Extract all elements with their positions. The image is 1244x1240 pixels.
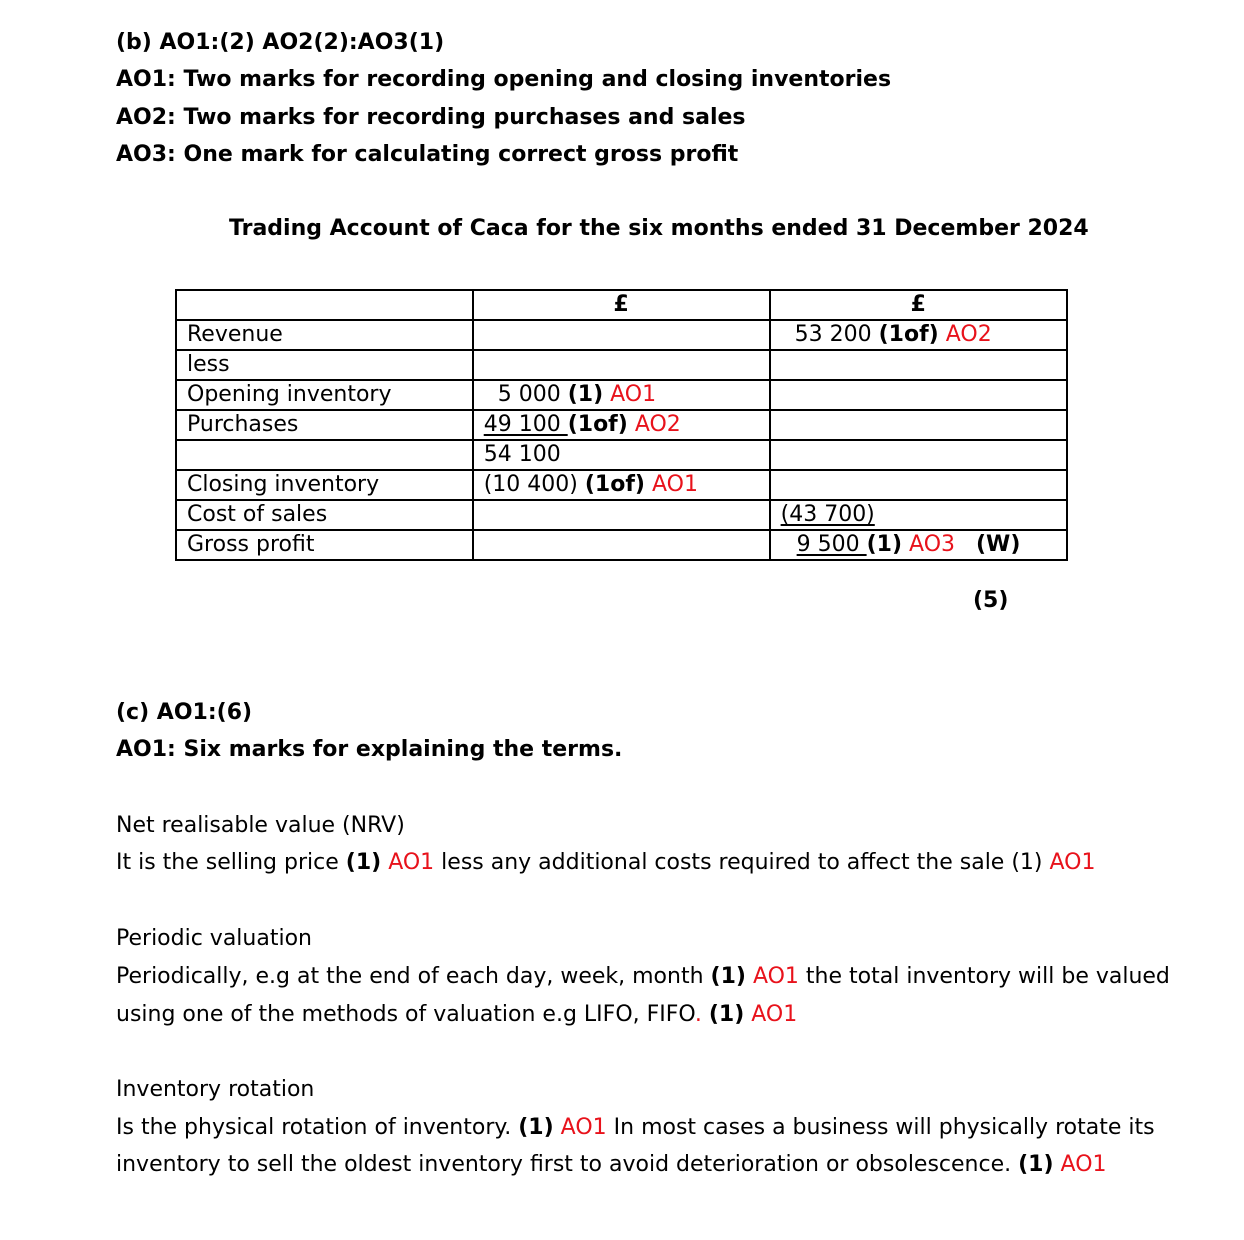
- nrv-mark-1: (1): [345, 850, 382, 875]
- periodic-term: Periodic valuation: [116, 926, 312, 951]
- closing-cell: [473, 470, 770, 500]
- nrv-definition: [116, 850, 1095, 875]
- revenue-value: 53 200: [794, 322, 872, 347]
- currency-header: £: [473, 290, 770, 320]
- rotation-ao-2: AO1: [1060, 1152, 1107, 1177]
- gross-cell: [770, 530, 1067, 560]
- rotation-text-3: inventory to sell the oldest inventory first to avoid deterioration or obsolescence.: [116, 1152, 1019, 1177]
- purchases-ao: AO2: [634, 412, 681, 437]
- table-row: [176, 380, 1067, 410]
- part-b-ao3: AO3: One mark for calculating correct gross profit: [116, 142, 739, 167]
- periodic-dot: .: [694, 1002, 702, 1027]
- nrv-text-1: It is the selling price: [116, 850, 346, 875]
- part-c-ao1: AO1: Six marks for explaining the terms.: [116, 737, 623, 762]
- rotation-text-2: In most cases a business will physically rotate its: [606, 1115, 1155, 1140]
- table-row: [176, 470, 1067, 500]
- table-row: [176, 440, 1067, 470]
- part-c-heading: (c) AO1:(6): [116, 700, 253, 725]
- rotation-line-1: [116, 1115, 1155, 1140]
- cost-value: (43 700): [780, 502, 875, 527]
- opening-label: Opening inventory: [176, 380, 473, 410]
- periodic-text-1: Periodically, e.g at the end of each day, week, month: [116, 964, 711, 989]
- nrv-term: Net realisable value (NRV): [116, 813, 405, 838]
- periodic-line-2: [116, 1002, 797, 1027]
- nrv-text-2: less any additional costs required to affect the sale (1): [434, 850, 1050, 875]
- table-row: [176, 320, 1067, 350]
- rotation-text-1: Is the physical rotation of inventory.: [116, 1115, 519, 1140]
- periodic-text-3: using one of the methods of valuation e.g LIFO, FIFO: [116, 1002, 695, 1027]
- rotation-mark-2: (1): [1018, 1152, 1054, 1177]
- purchases-label: Purchases: [176, 410, 473, 440]
- gross-value: 9 500: [796, 532, 867, 557]
- closing-label: Closing inventory: [176, 470, 473, 500]
- gross-working: (W): [976, 532, 1021, 557]
- periodic-ao-2: AO1: [751, 1002, 798, 1027]
- table-row: [176, 500, 1067, 530]
- closing-ao: AO1: [651, 472, 698, 497]
- opening-mark: (1): [567, 382, 604, 407]
- gross-mark: (1): [866, 532, 903, 557]
- less-label: less: [176, 350, 473, 380]
- revenue-cell: [770, 320, 1067, 350]
- total-marks: (5): [973, 588, 1009, 613]
- table-row: [176, 410, 1067, 440]
- nrv-ao-1: AO1: [388, 850, 435, 875]
- nrv-ao-2: AO1: [1049, 850, 1096, 875]
- closing-value: (10 400): [483, 472, 578, 497]
- periodic-text-2: the total inventory will be valued: [798, 964, 1170, 989]
- rotation-term: Inventory rotation: [116, 1077, 315, 1102]
- periodic-ao-1: AO1: [752, 964, 799, 989]
- trading-account-title: Trading Account of Caca for the six months ended 31 December 2024: [229, 216, 1089, 241]
- rotation-line-2: [116, 1152, 1107, 1177]
- cost-label: Cost of sales: [176, 500, 473, 530]
- rotation-mark-1: (1): [518, 1115, 554, 1140]
- periodic-mark-2: (1): [708, 1002, 745, 1027]
- purchases-value: 49 100: [483, 412, 568, 437]
- revenue-mark: (1of): [878, 322, 939, 347]
- closing-mark: (1of): [584, 472, 645, 497]
- purchases-mark: (1of): [567, 412, 628, 437]
- table-row: [176, 530, 1067, 560]
- part-b-heading: (b) AO1:(2) AO2(2):AO3(1): [116, 30, 445, 55]
- part-b-ao2: AO2: Two marks for recording purchases and sales: [116, 105, 746, 130]
- rotation-ao-1: AO1: [560, 1115, 607, 1140]
- opening-value: 5 000: [497, 382, 561, 407]
- gross-label: Gross profit: [176, 530, 473, 560]
- gross-ao: AO3: [909, 532, 956, 557]
- opening-cell: [473, 380, 770, 410]
- opening-ao: AO1: [610, 382, 657, 407]
- currency-header: £: [770, 290, 1067, 320]
- periodic-mark-1: (1): [710, 964, 746, 989]
- trading-account-table: [175, 289, 1068, 561]
- table-row: [176, 290, 1067, 320]
- revenue-label: Revenue: [176, 320, 473, 350]
- purchases-cell: [473, 410, 770, 440]
- cost-cell: [770, 500, 1067, 530]
- periodic-line-1: [116, 964, 1170, 989]
- table-row: [176, 350, 1067, 380]
- revenue-ao: AO2: [945, 322, 992, 347]
- part-b-ao1: AO1: Two marks for recording opening and closing inventories: [116, 67, 892, 92]
- subtotal-value: 54 100: [473, 440, 770, 470]
